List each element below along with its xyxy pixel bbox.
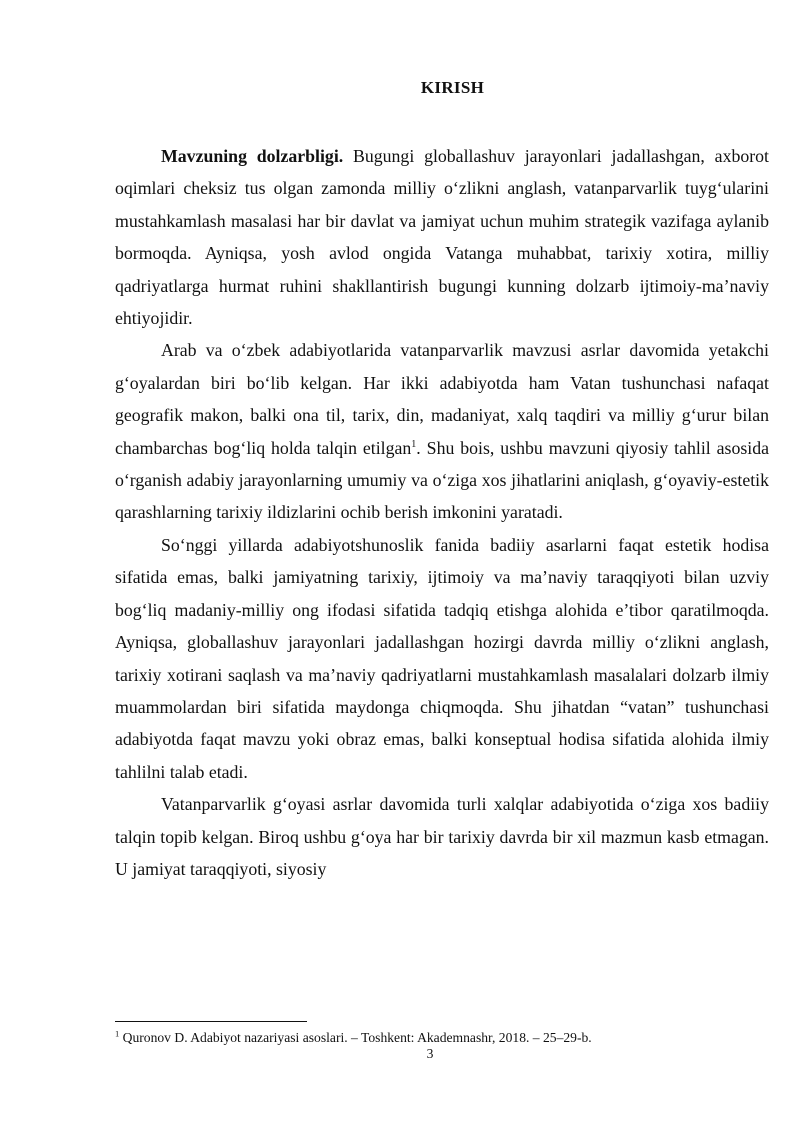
paragraph-4 <box>115 788 769 885</box>
paragraph-2 <box>115 334 769 528</box>
paragraph-2-text-before-ref: Arab va o‘zbek adabiyotlarida vatanparvarlik mavzusi asrlar davomida yetakchi g‘oyalardan biri bo‘lib kelgan. Har ikki adabiyotda ham Vatan tushunchasi nafaqat geografik makon, balki ona til, tarix, din, madaniyat, xalq taqdiri va milliy g‘urur bilan chambarchas bog‘liq holda talqin etilgan <box>115 340 769 458</box>
paragraph-1 <box>115 140 769 334</box>
page-number: 3 <box>426 1046 434 1061</box>
paragraph-4-text: Vatanparvarlik g‘oyasi asrlar davomida turli xalqlar adabiyotida o‘ziga xos badiiy talqin topib kelgan. Biroq ushbu g‘oya har bir tarixiy davrda bir xil mazmun kasb etmagan. U jamiyat taraqqiyoti, siyosiy <box>115 794 769 879</box>
paragraph-1-text: Bugungi globallashuv jarayonlari jadallashgan, axborot oqimlari cheksiz tus olgan zamonda milliy o‘zlikni anglash, vatanparvarlik tuyg‘ularini mustahkamlash masalasi har bir davlat va jamiyat uchun muhim strategik vazifaga aylanib bormoqda. Ayniqsa, yosh avlod ongida Vatanga muhabbat, tarixiy xotira, milliy qadriyatlarga hurmat ruhini shakllantirish bugungi kunning dolzarb ijtimoiy-ma’naviy ehtiyojidir. <box>115 146 769 329</box>
paragraph-3 <box>115 529 769 788</box>
paragraph-lead: Mavzuning dolzarbligi. <box>161 146 344 166</box>
paragraph-2-text-after-ref: . Shu bois, ushbu mavzuni qiyosiy tahlil asosida o‘rganish adabiy jarayonlarning umumiy va o‘ziga xos jihatlarini aniqlash, g‘oyaviy-estetik qarashlarning tarixiy ildizlarini ochib berish imkonini yaratadi. <box>115 437 769 523</box>
footnote-number: 1 <box>115 1028 120 1039</box>
section-heading: KIRISH <box>420 78 485 97</box>
paragraph-3-text: So‘nggi yillarda adabiyotshunoslik fanida badiiy asarlarni faqat estetik hodisa sifatida emas, balki jamiyatning tarixiy, ijtimoiy va ma’naviy taraqqiyoti bilan uzviy bog‘liq madaniy-milliy ong ifodasi sifatida tadqiq etishga alohida e’tibor qaratilmoqda. Ayniqsa, globallashuv jarayonlari jadallashgan hozirgi davrda milliy o‘zlikni anglash, tarixiy xotirani saqlash va ma’naviy qadriyatlarni mustahkamlash masalalari dolzarb ilmiy muammolardan biri sifatida maydonga chiqmoqda. Shu jihatdan “vatan” tushunchasi adabiyotda faqat mavzu yoki obraz emas, balki konseptual hodisa sifatida alohida ilmiy tahlilni talab etadi. <box>115 534 769 782</box>
footnote-text: Quronov D. Adabiyot nazariyasi asoslari. – Toshkent: Akademnashr, 2018. – 25–29-b. <box>119 1030 592 1045</box>
footnote <box>115 1029 769 1047</box>
body-text <box>115 140 769 885</box>
footnote-reference[interactable]: 1 <box>411 438 417 450</box>
footnote-separator <box>115 1021 307 1022</box>
